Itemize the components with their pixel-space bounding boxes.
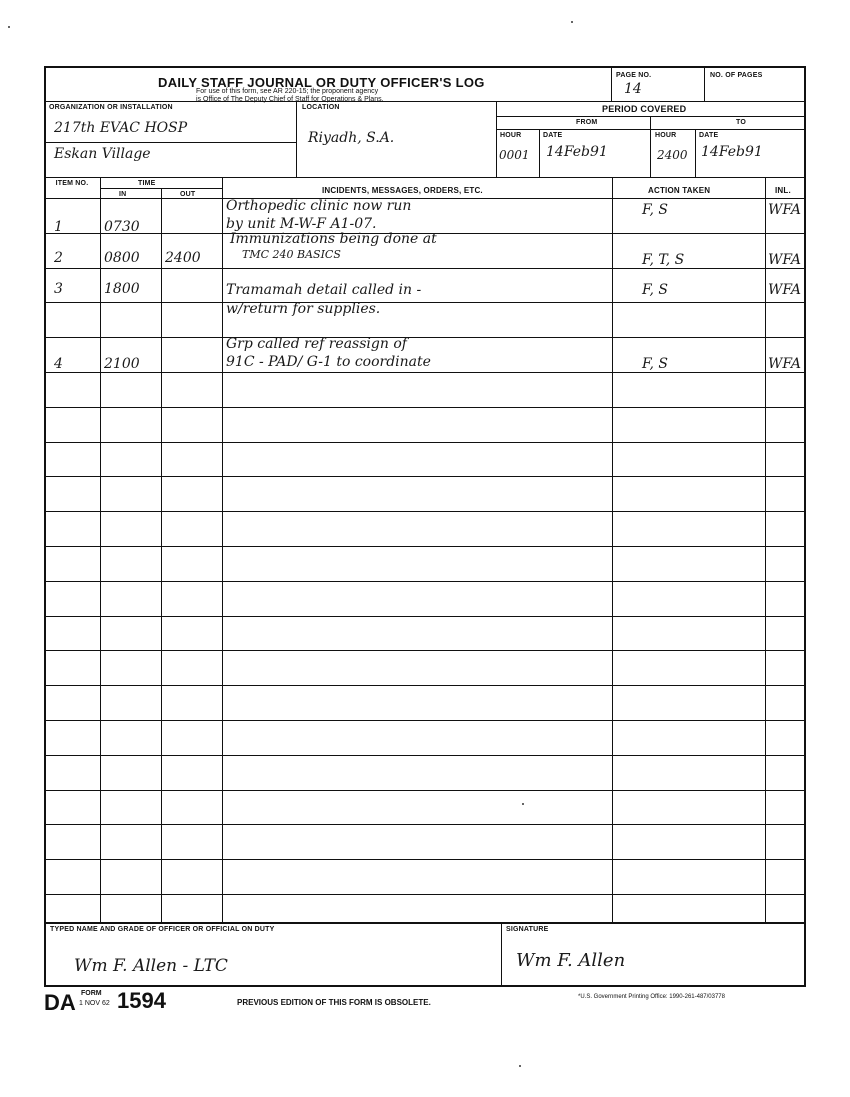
- row-rule-line: [46, 546, 804, 547]
- entry-3-item: 3: [54, 281, 63, 297]
- form-subtitle-2: is Office of The Deputy Chief of Staff for Operations & Plans.: [196, 96, 384, 103]
- entry-2-action: F, T, S: [642, 252, 685, 268]
- scan-speck: [571, 21, 573, 23]
- col-incidents-header: INCIDENTS, MESSAGES, ORDERS, ETC.: [322, 186, 483, 195]
- org-value-line2: Eskan Village: [54, 146, 151, 162]
- period-covered-label: PERIOD COVERED: [602, 104, 687, 114]
- row-rule-line: [46, 581, 804, 582]
- row-rule-line: [46, 372, 804, 373]
- row-rule-line: [46, 894, 804, 895]
- entry-1-in: 0730: [104, 219, 140, 235]
- to-date-value: 14Feb91: [701, 144, 763, 160]
- col-action-header: ACTION TAKEN: [648, 186, 711, 195]
- form-number: 1594: [117, 988, 166, 1013]
- scan-speck: [519, 1065, 521, 1067]
- entry-1-action: F, S: [642, 202, 669, 218]
- org-value-line1: 217th EVAC HOSP: [54, 120, 188, 136]
- col-out-header: OUT: [180, 191, 196, 198]
- to-label: TO: [736, 119, 746, 126]
- entry-4-in: 2100: [104, 356, 140, 372]
- form-subtitle-1: For use of this form, see AR 220-15; the proponent agency: [196, 88, 379, 95]
- scan-speck: [522, 803, 524, 805]
- col-item-header: ITEM NO.: [55, 180, 89, 187]
- entry-1-item: 1: [54, 219, 63, 235]
- entry-4-text-line1: Grp called ref reassign of: [226, 336, 407, 352]
- col-inl-header: INL.: [775, 186, 791, 195]
- row-rule-line: [46, 268, 804, 269]
- row-rule-line: [46, 511, 804, 512]
- no-of-pages-label: NO. OF PAGES: [710, 72, 763, 79]
- entry-4-item: 4: [54, 356, 63, 372]
- entry-2-out: 2400: [165, 250, 201, 266]
- form-da: DA: [44, 990, 76, 1015]
- journal-form: [44, 66, 806, 987]
- entry-4-inl: WFA: [768, 356, 801, 372]
- from-label: FROM: [576, 119, 598, 126]
- entry-3-text-line1: Tramamah detail called in -: [226, 282, 422, 298]
- typed-name-label: TYPED NAME AND GRADE OF OFFICER OR OFFICIAL ON DUTY: [50, 926, 275, 933]
- location-value: Riyadh, S.A.: [308, 130, 395, 146]
- row-rule-line: [46, 302, 804, 303]
- form-title: DAILY STAFF JOURNAL OR DUTY OFFICER'S LOG: [158, 75, 485, 90]
- entry-3-action: F, S: [642, 282, 669, 298]
- row-rule-line: [46, 198, 804, 199]
- entry-1-text-line1: Orthopedic clinic now run: [226, 198, 412, 214]
- entry-2-item: 2: [54, 250, 63, 266]
- entry-2-inl: WFA: [768, 252, 801, 268]
- from-hour-value: 0001: [499, 148, 530, 162]
- signature-label: SIGNATURE: [506, 926, 549, 933]
- row-rule-line: [46, 824, 804, 825]
- entry-4-action: F, S: [642, 356, 669, 372]
- entry-2-text-line2: TMC 240 BASICS: [242, 248, 341, 261]
- gpo-note: *U.S. Government Printing Office: 1990-261-487/03778: [578, 994, 725, 1000]
- typed-name-value: Wm F. Allen - LTC: [74, 956, 228, 976]
- from-hour-label: HOUR: [500, 132, 522, 139]
- form-date: 1 NOV 62: [79, 1000, 110, 1007]
- entry-3-text-line2: w/return for supplies.: [226, 301, 381, 317]
- entry-3-in: 1800: [104, 281, 140, 297]
- location-label: LOCATION: [302, 104, 340, 111]
- entry-1-text-line2: by unit M-W-F A1-07.: [226, 216, 377, 232]
- previous-edition-note: PREVIOUS EDITION OF THIS FORM IS OBSOLETE.: [237, 998, 431, 1007]
- to-hour-value: 2400: [657, 148, 688, 162]
- entry-4-text-line2: 91C - PAD/ G-1 to coordinate: [226, 354, 431, 370]
- signature-value: Wm F. Allen: [516, 950, 626, 971]
- form-word: FORM: [81, 990, 102, 997]
- col-in-header: IN: [119, 191, 127, 198]
- org-label: ORGANIZATION OR INSTALLATION: [49, 104, 173, 111]
- from-date-value: 14Feb91: [546, 144, 608, 160]
- row-rule-line: [46, 720, 804, 721]
- row-rule-line: [46, 859, 804, 860]
- row-rule-line: [46, 755, 804, 756]
- entry-2-text-line1: Immunizations being done at: [230, 231, 437, 247]
- row-rule-line: [46, 337, 804, 338]
- to-date-label: DATE: [699, 132, 719, 139]
- row-rule-line: [46, 476, 804, 477]
- row-rule-line: [46, 685, 804, 686]
- entry-1-inl: WFA: [768, 202, 801, 218]
- page-no-label: PAGE NO.: [616, 72, 652, 79]
- entry-3-inl: WFA: [768, 282, 801, 298]
- row-rule-line: [46, 616, 804, 617]
- row-rule-line: [46, 790, 804, 791]
- scan-speck: [8, 26, 10, 28]
- row-rule-line: [46, 442, 804, 443]
- entry-2-in: 0800: [104, 250, 140, 266]
- page-no-value: 14: [624, 81, 642, 97]
- row-rule-line: [46, 650, 804, 651]
- col-time-header: TIME: [138, 180, 156, 187]
- from-date-label: DATE: [543, 132, 563, 139]
- row-rule-line: [46, 407, 804, 408]
- to-hour-label: HOUR: [655, 132, 677, 139]
